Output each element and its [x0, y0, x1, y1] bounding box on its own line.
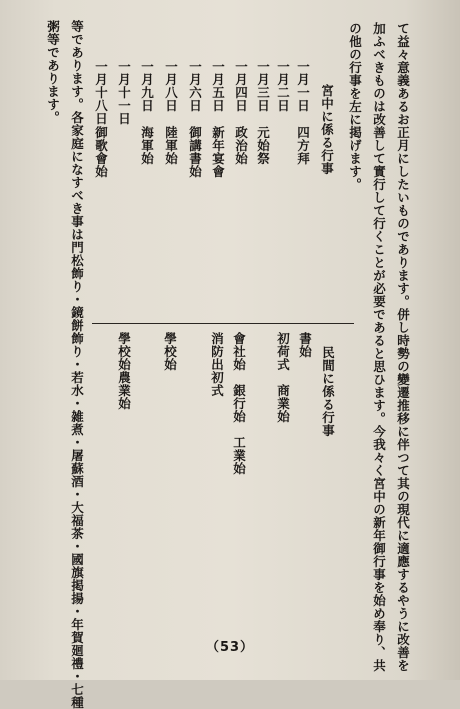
palace-row-7-events: 陸軍始	[163, 126, 179, 165]
palace-row-6-date: 一月六日	[187, 60, 203, 112]
closing-text-line-1: 等であります。各家庭になすべき事は門松飾り・鏡餅飾り・若水・雑煮・屠蘇酒・大福茶・國旗掲揚・年賀廻禮・七種	[69, 20, 85, 709]
body-text-line-2: 加ふべきものは改善して實行して行くことが必要であると思ひます。今我々く宮中の新年御行事を始め奉り、共	[371, 22, 387, 672]
palace-row-1-events: 四方拜	[295, 126, 311, 165]
palace-row-3-events: 元始祭	[255, 126, 271, 165]
palace-row-4-events: 政治始	[233, 126, 249, 165]
palace-row-8-date: 一月九日	[139, 60, 155, 112]
page-number: （53）	[205, 640, 255, 655]
palace-row-8-events: 海軍始	[139, 126, 155, 165]
closing-text-line-2: 粥等であります。	[45, 20, 61, 124]
palace-row-5-events: 新年宴會	[210, 126, 226, 178]
civil-item-1: 書始	[297, 332, 313, 358]
palace-row-5-date: 一月五日	[210, 60, 226, 112]
palace-row-10-date: 一月十八日	[93, 60, 109, 125]
palace-row-7-date: 一月八日	[163, 60, 179, 112]
palace-row-10-events: 御歌會始	[93, 126, 109, 178]
palace-row-2-date: 一月二日	[275, 60, 291, 112]
palace-row-6-events: 御講書始	[187, 126, 203, 178]
civil-item-9: 學校始農業始	[116, 332, 132, 410]
civil-events-heading: 民間に係る行事	[320, 346, 336, 437]
palace-row-4-date: 一月四日	[233, 60, 249, 112]
body-text-line-1: て益々意義あるお正月にしたいものであります。併し時勢の變遷推移に伴つて其の現代に適應するやうに改善を	[395, 22, 411, 672]
palace-events-heading: 宮中に係る行事	[319, 84, 335, 175]
civil-item-2: 初荷式 商業始	[275, 332, 291, 423]
palace-row-3-date: 一月三日	[255, 60, 271, 112]
palace-row-9-date: 一月十一日	[116, 60, 132, 125]
palace-row-1-date: 一月一日	[295, 60, 311, 112]
civil-item-4: 會社始 銀行始 工業始	[231, 332, 247, 475]
body-text-line-3: の他の行事を左に掲げます。	[347, 22, 363, 191]
civil-item-7: 學校始	[162, 332, 178, 371]
civil-item-5: 消防出初式	[209, 332, 225, 397]
section-divider	[92, 323, 354, 324]
